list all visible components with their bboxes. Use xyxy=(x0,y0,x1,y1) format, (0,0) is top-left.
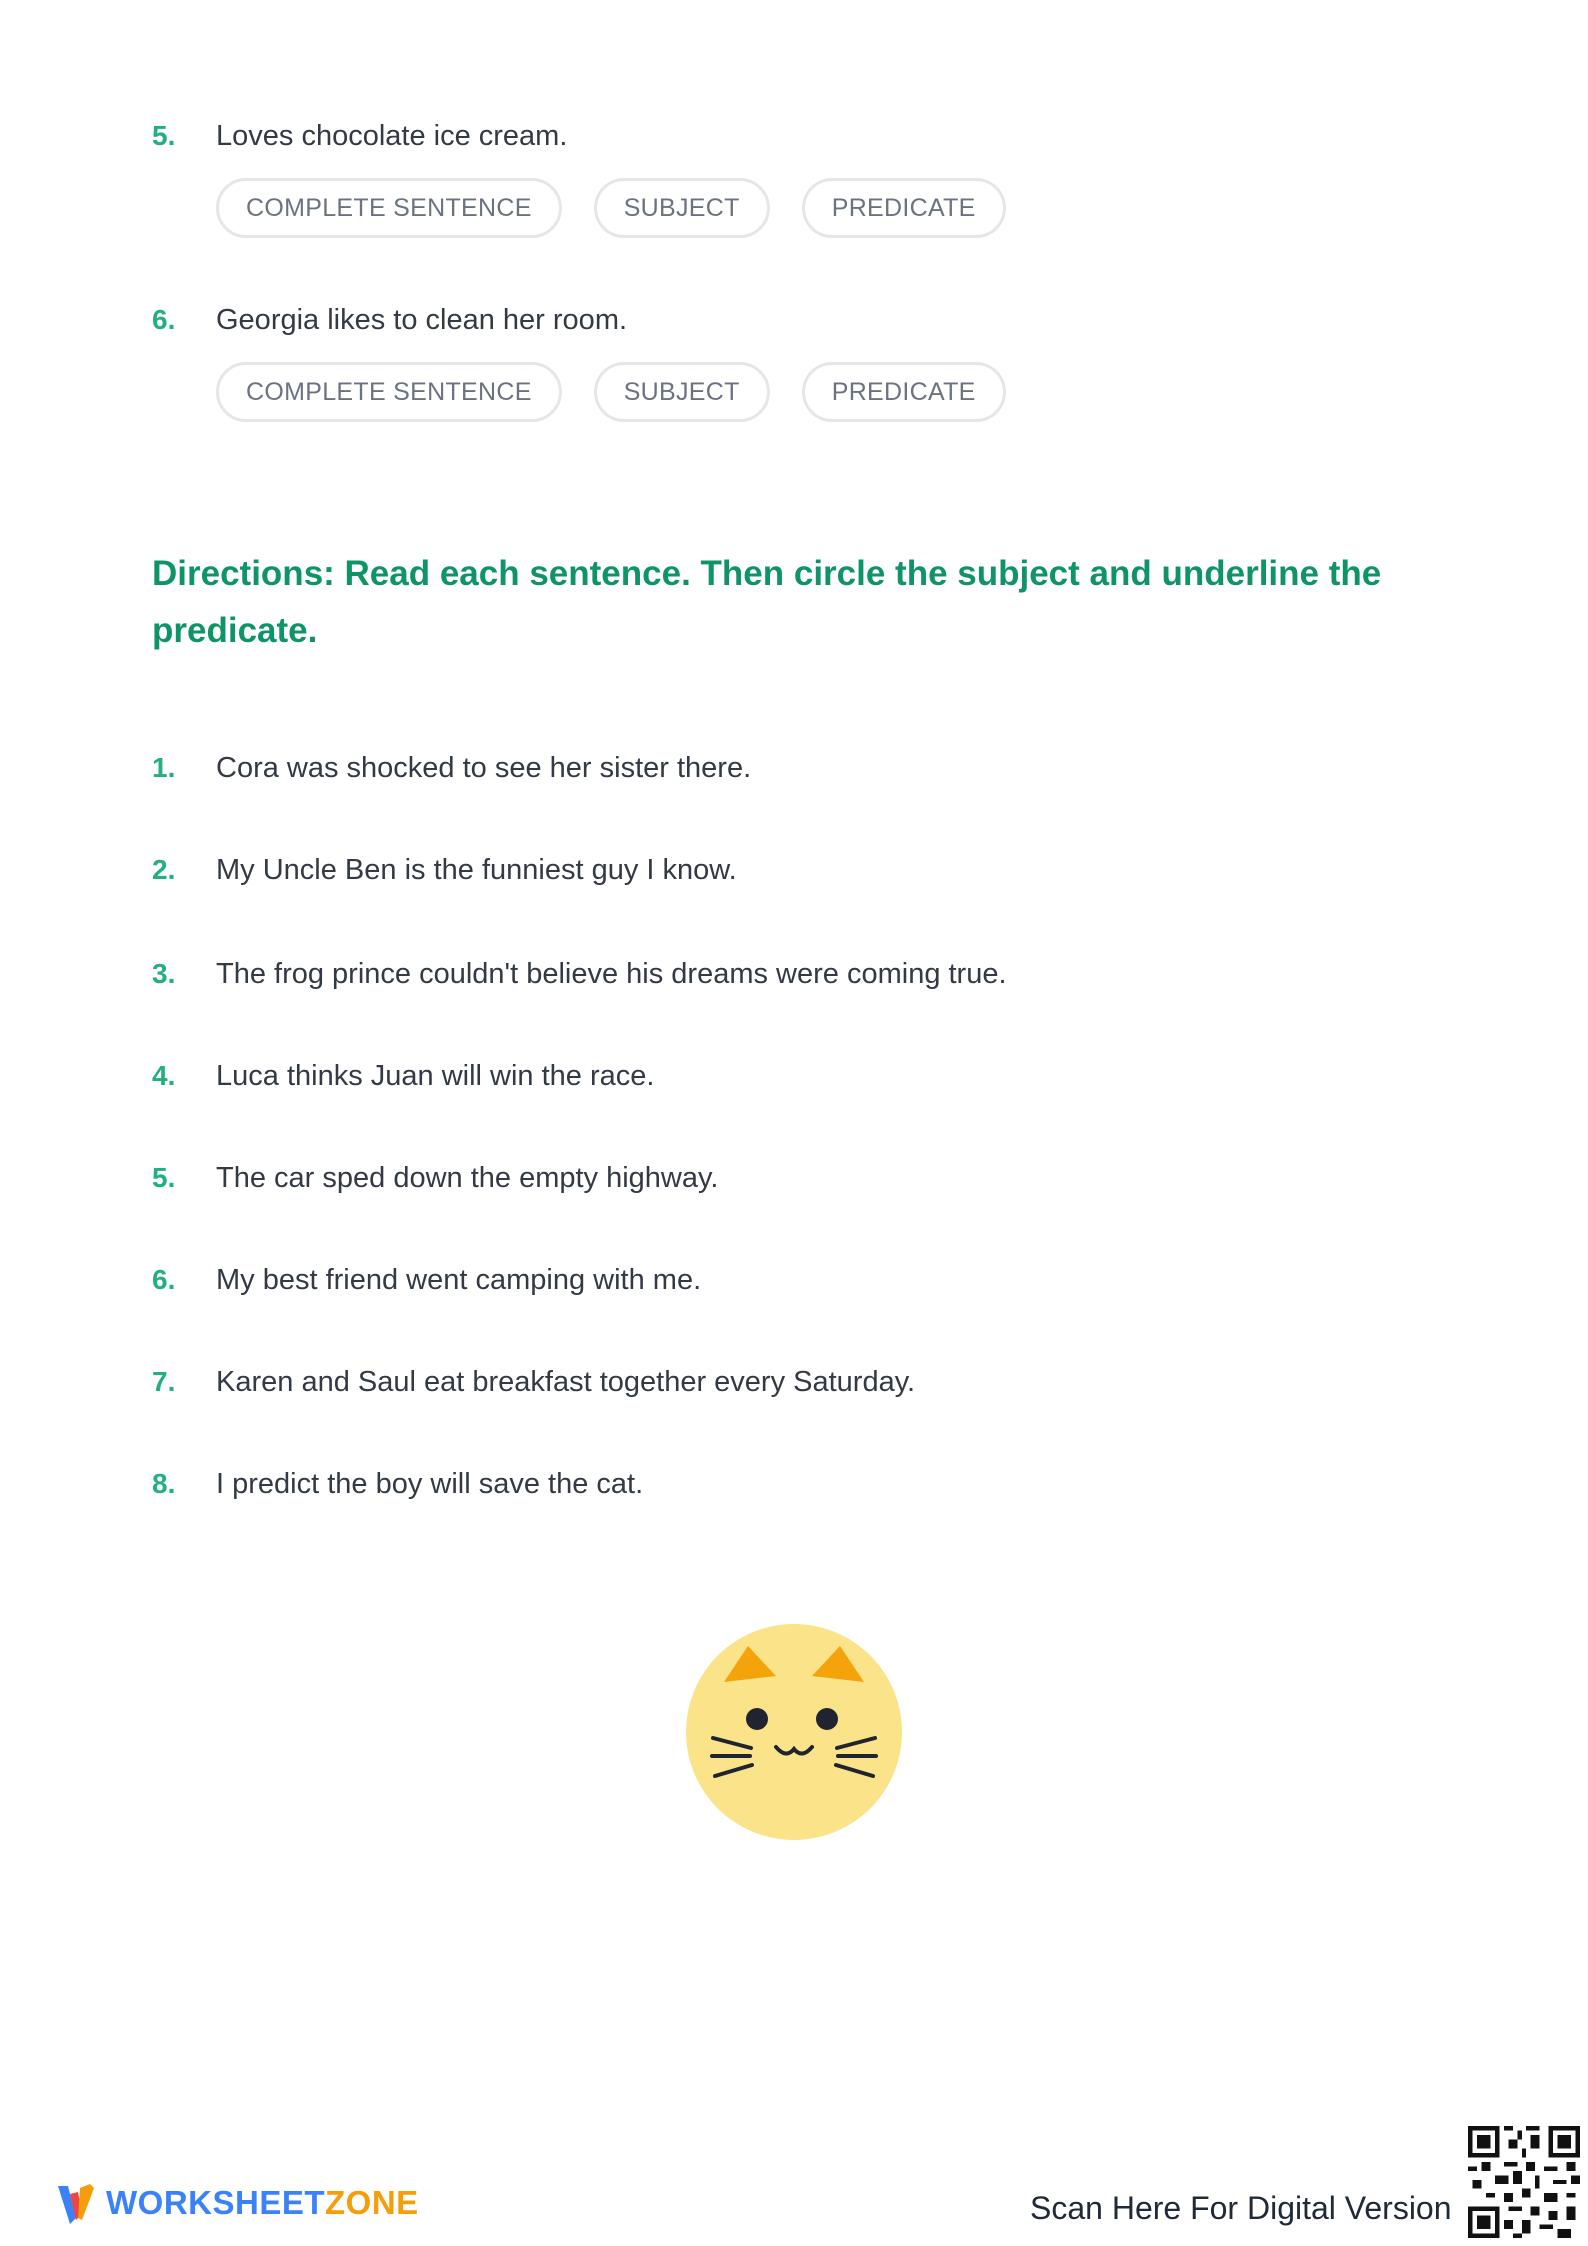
choice-subject-button[interactable]: SUBJECT xyxy=(594,362,770,422)
sentence-text: My Uncle Ben is the funniest guy I know. xyxy=(216,854,737,886)
cat-face-icon xyxy=(682,1620,906,1844)
question-number: 5. xyxy=(152,120,176,151)
sentence-1 xyxy=(152,752,751,785)
logo-text-worksheet: WORKSHEET xyxy=(106,2184,325,2221)
sentence-number: 2. xyxy=(152,854,176,885)
question-6 xyxy=(152,304,627,337)
sentence-number: 7. xyxy=(152,1366,176,1397)
choice-predicate-button[interactable]: PREDICATE xyxy=(802,362,1006,422)
sentence-number: 3. xyxy=(152,958,176,989)
sentence-text: The frog prince couldn't believe his dreams were coming true. xyxy=(216,958,1007,990)
choice-predicate-button[interactable]: PREDICATE xyxy=(802,178,1006,238)
qr-code-icon[interactable] xyxy=(1468,2126,1580,2238)
logo-text-zone: ZONE xyxy=(325,2184,419,2221)
sentence-5 xyxy=(152,1162,718,1195)
sentence-text: Luca thinks Juan will win the race. xyxy=(216,1060,655,1092)
sentence-3 xyxy=(152,958,1007,991)
worksheetzone-logo-icon xyxy=(56,2180,96,2226)
sentence-number: 1. xyxy=(152,752,176,783)
directions-heading: Directions: Read each sentence. Then circle the subject and underline the predicate. xyxy=(152,554,1382,650)
question-number: 6. xyxy=(152,304,176,335)
sentence-text: My best friend went camping with me. xyxy=(216,1264,702,1296)
question-5 xyxy=(152,120,567,153)
sentence-number: 8. xyxy=(152,1468,176,1499)
sentence-text: I predict the boy will save the cat. xyxy=(216,1468,644,1500)
sentence-8 xyxy=(152,1468,643,1501)
sentence-text: The car sped down the empty highway. xyxy=(216,1162,719,1194)
sentence-number: 6. xyxy=(152,1264,176,1295)
sentence-text: Karen and Saul eat breakfast together every Saturday. xyxy=(216,1366,916,1398)
scan-digital-version-text: Scan Here For Digital Version xyxy=(1030,2190,1452,2226)
choice-complete-sentence-button[interactable]: COMPLETE SENTENCE xyxy=(216,178,562,238)
choice-subject-button[interactable]: SUBJECT xyxy=(594,178,770,238)
logo-wordmark xyxy=(106,2184,419,2222)
sentence-number: 5. xyxy=(152,1162,176,1193)
choice-complete-sentence-button[interactable]: COMPLETE SENTENCE xyxy=(216,362,562,422)
sentence-4 xyxy=(152,1060,654,1093)
sentence-7 xyxy=(152,1366,915,1399)
question-text: Georgia likes to clean her room. xyxy=(216,304,628,336)
worksheetzone-logo[interactable] xyxy=(56,2180,419,2226)
answer-choices-5 xyxy=(216,178,1006,238)
sentence-number: 4. xyxy=(152,1060,176,1091)
sentence-6 xyxy=(152,1264,701,1297)
question-text: Loves chocolate ice cream. xyxy=(216,120,568,152)
sentence-2 xyxy=(152,854,737,887)
answer-choices-6 xyxy=(216,362,1006,422)
sentence-text: Cora was shocked to see her sister there. xyxy=(216,752,752,784)
